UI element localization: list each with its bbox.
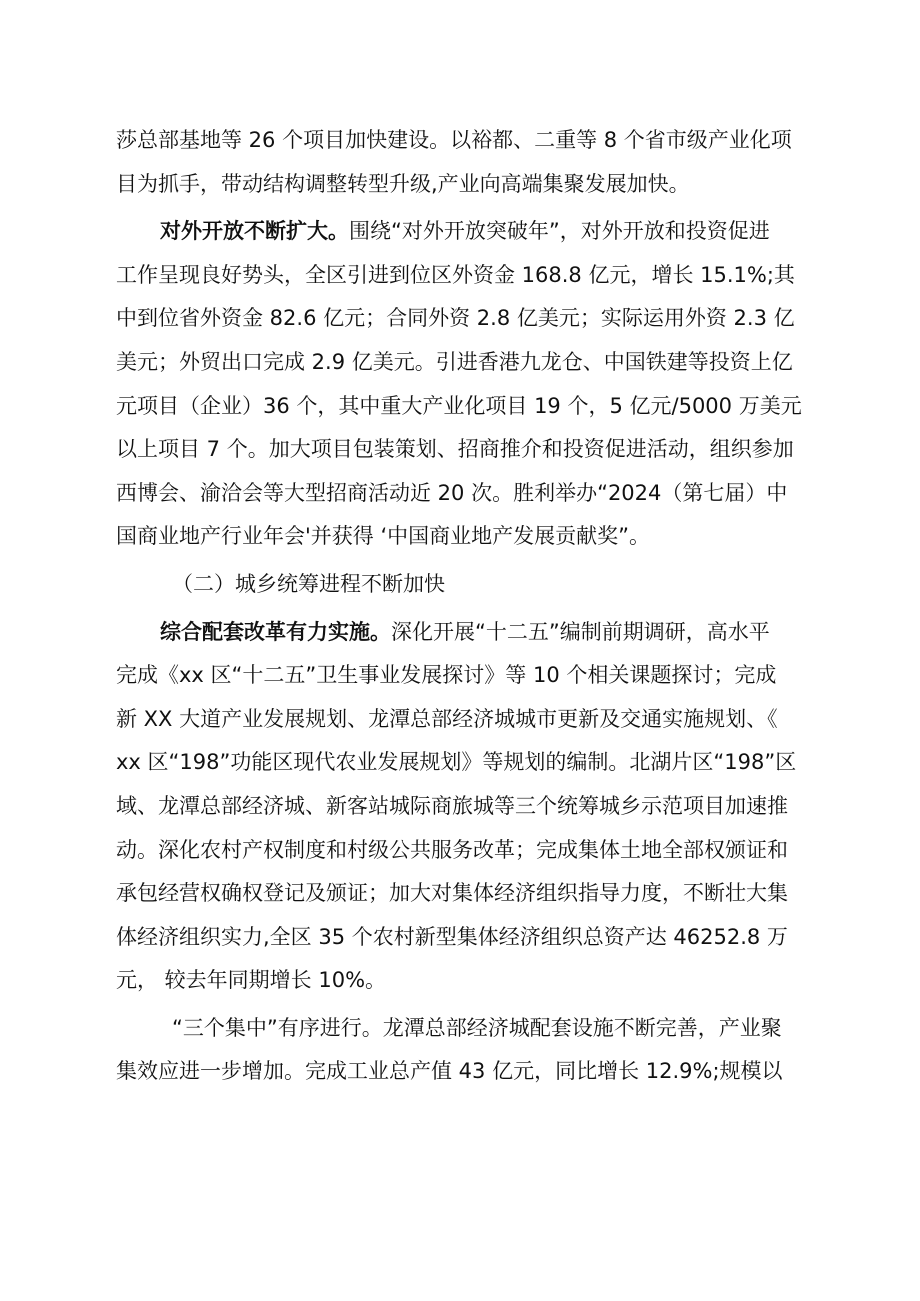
paragraph-text: 深化开展“十二五”编制前期调研，高水平 <box>391 619 770 644</box>
text-line: 以上项目 7 个。加大项目包装策划、招商推介和投资促进活动，组织参加 <box>116 437 794 462</box>
text-line: 元项目（企业）36 个，其中重大产业化项目 19 个，5 亿元/5000 万美元 <box>116 393 802 418</box>
paragraph-text: 围绕“对外开放突破年”，对外开放和投资促进 <box>349 219 770 244</box>
text-line: 承包经营权确权登记及颁证；加大对集体经济组织指导力度，不断壮大集 <box>116 881 788 906</box>
text-line: 体经济组织实力,全区 35 个农村新型集体经济组织总资产达 46252.8 万 <box>116 924 788 949</box>
text-line: 中到位省外资金 82.6 亿元；合同外资 2.8 亿美元；实际运用外资 2.3 亿 <box>116 306 795 331</box>
paragraph-first-line <box>116 611 810 655</box>
paragraph-first-line <box>116 210 810 254</box>
paragraph-first-line: “三个集中”有序进行。龙潭总部经济城配套设施不断完善，产业聚 <box>172 1015 782 1040</box>
text-line: 莎总部基地等 26 个项目加快建设。以裕都、二重等 8 个省市级产业化项 <box>116 128 792 152</box>
text-line: 集效应进一步增加。完成工业总产值 43 亿元，同比增长 12.9%;规模以 <box>116 1059 783 1084</box>
text-line: 西博会、渝洽会等大型招商活动近 20 次。胜利举办“2024（第七届）中 <box>116 480 788 505</box>
text-line: 目为抓手，带动结构调整转型升级,产业向高端集聚发展加快。 <box>116 171 690 196</box>
text-line: 美元；外贸出口完成 2.9 亿美元。引进香港九龙仓、中国铁建等投资上亿 <box>116 349 793 374</box>
section-heading: （二）城乡统筹进程不断加快 <box>172 571 445 596</box>
document-body <box>116 119 810 1094</box>
text-line: 国商业地产行业年会'并获得 ‘中国商业地产发展贡献奖”。 <box>116 524 651 549</box>
text-line: 新 XX 大道产业发展规划、龙潭总部经济城城市更新及交通实施规划、《 <box>116 706 778 731</box>
text-line: xx 区“198”功能区现代农业发展规划》等规划的编制。北湖片区“198”区 <box>116 750 797 775</box>
text-line: 动。深化农村产权制度和村级公共服务改革；完成集体土地全部权颁证和 <box>116 837 788 862</box>
paragraph-lead: 综合配套改革有力实施。 <box>160 619 391 644</box>
text-line: 完成《xx 区“十二五”卫生事业发展探讨》等 10 个相关课题探讨；完成 <box>116 663 777 688</box>
paragraph-lead: 对外开放不断扩大。 <box>160 219 349 244</box>
text-line: 元， 较去年同期增长 10%。 <box>116 968 387 993</box>
text-line: 工作呈现良好势头，全区引进到位区外资金 168.8 亿元，增长 15.1%;其 <box>116 262 795 287</box>
text-line: 域、龙潭总部经济城、新客站城际商旅城等三个统筹城乡示范项目加速推 <box>116 793 788 818</box>
